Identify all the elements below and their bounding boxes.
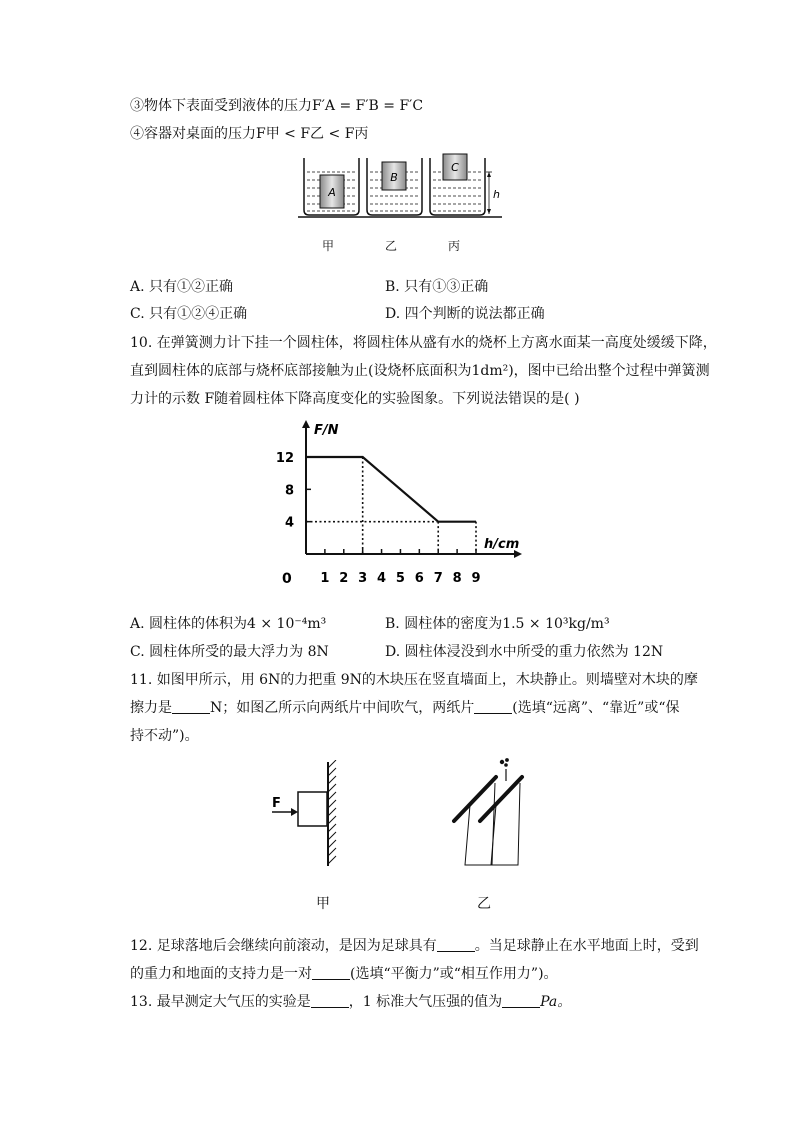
x-tick-label: 5: [395, 571, 405, 586]
x-tick-label: 2: [339, 571, 349, 586]
q10-line-2: 直到圆柱体的底部与烧杯底部接触为止(设烧杯底面积为1dm²)，图中已给出整个过程中弹簧测: [130, 363, 710, 379]
label-b: B: [390, 171, 398, 184]
q11-text-b: N；如图乙所示向两纸片中间吹气，两纸片: [210, 700, 475, 716]
q12-text-b: 。当足球静止在水平地面上时，受到: [474, 938, 699, 954]
force-label: F: [272, 796, 281, 811]
label-h: h: [493, 188, 500, 201]
caption-jia: 甲: [322, 239, 335, 253]
q10-line-3: 力计的示数 F随着圆柱体下降高度变化的实验图象。下列说法错误的是( ): [130, 391, 580, 407]
q13-text-a: 13. 最早测定大气压的实验是: [130, 994, 311, 1010]
q11-line-3: 持不动”)。: [130, 728, 199, 744]
q9-option-a: A. 只有①②正确: [130, 279, 234, 295]
q12-text-c: 的重力和地面的支持力是一对: [130, 966, 312, 982]
q10-option-a: A. 圆柱体的体积为4 × 10⁻⁴m³: [130, 616, 327, 632]
wooden-block: [298, 792, 327, 826]
y-axis-label: F/N: [314, 423, 339, 438]
block-wall-figure: [268, 760, 348, 870]
q12-text-d: (选填“平衡力”或“相互作用力”)。: [350, 966, 558, 982]
caption-q11-yi: 乙: [477, 896, 491, 912]
y-axis-arrow: [302, 420, 310, 428]
caption-yi: 乙: [385, 239, 398, 253]
origin-label: 0: [282, 571, 292, 587]
q12-line-2: [130, 964, 558, 984]
blow-mark: [500, 759, 508, 781]
caption-q11-jia: 甲: [316, 896, 330, 912]
q10-option-c: C. 圆柱体所受的最大浮力为 8N: [130, 644, 329, 660]
y-tick-label: 4: [284, 515, 294, 531]
label-c: C: [451, 161, 459, 174]
q13-blank-2[interactable]: [502, 993, 540, 1008]
caption-bing: 丙: [448, 239, 461, 253]
beakers-figure: [290, 150, 510, 225]
paper-top-2: [480, 777, 522, 821]
chart-guides: [306, 457, 476, 554]
x-tick-label: 1: [320, 571, 330, 586]
q13-blank-1[interactable]: [311, 993, 349, 1008]
q9-option-c: C. 只有①②④正确: [130, 306, 248, 322]
x-axis-label: h/cm: [484, 537, 520, 552]
q10-line-1: 10. 在弹簧测力计下挂一个圆柱体，将圆柱体从盛有水的烧杯上方离水面某一高度处缓缓下降，: [130, 335, 717, 351]
y-tick-label: 12: [275, 451, 294, 466]
series-line: [306, 457, 476, 522]
q11-blank-1[interactable]: [172, 699, 210, 714]
paper-sheets-figure: [440, 755, 530, 870]
x-tick-label: 8: [452, 571, 462, 586]
q13-text-b: ，1 标准大气压强的值为: [348, 994, 503, 1010]
statement-3: ③物体下表面受到液体的压力F′A = F′B = F′C: [130, 98, 424, 114]
q11-line-1: 11. 如图甲所示，用 6N的力把重 9N的木块压在竖直墙面上，木块静止。则墙壁对木块的摩: [130, 672, 698, 688]
q12-text-a: 12. 足球落地后会继续向前滚动，是因为足球具有: [130, 938, 437, 954]
wall-hatching: [328, 760, 336, 864]
chart-series: [306, 457, 476, 522]
q13-line: [130, 992, 571, 1012]
paper-top-1: [454, 777, 496, 821]
q11-text-c: (选填“远离”、“靠近”或“保: [512, 700, 680, 716]
force-height-chart: [270, 418, 530, 594]
x-tick-label: 6: [414, 571, 424, 586]
q9-option-d: D. 四个判断的说法都正确: [385, 306, 545, 322]
x-tick-label: 7: [433, 571, 443, 586]
q11-line-2: [130, 698, 680, 718]
q9-option-b: B. 只有①③正确: [385, 279, 489, 295]
q10-option-d: D. 圆柱体浸没到水中所受的重力依然为 12N: [385, 644, 664, 660]
x-tick-label: 3: [358, 571, 368, 586]
statement-4: ④容器对桌面的压力F甲 < F乙 < F丙: [130, 126, 369, 142]
q11-blank-2[interactable]: [474, 699, 512, 714]
y-tick-label: 8: [284, 483, 294, 499]
label-a: A: [328, 186, 336, 199]
q10-option-b: B. 圆柱体的密度为1.5 × 10³kg/m³: [385, 616, 610, 632]
q12-blank-1[interactable]: [437, 937, 475, 952]
q11-text-a: 擦力是: [130, 700, 172, 716]
x-tick-label: 4: [377, 571, 387, 586]
x-tick-label: 9: [471, 571, 481, 586]
q13-text-c: Pa。: [540, 994, 572, 1010]
q12-line-1: [130, 936, 699, 956]
q12-blank-2[interactable]: [312, 965, 350, 980]
